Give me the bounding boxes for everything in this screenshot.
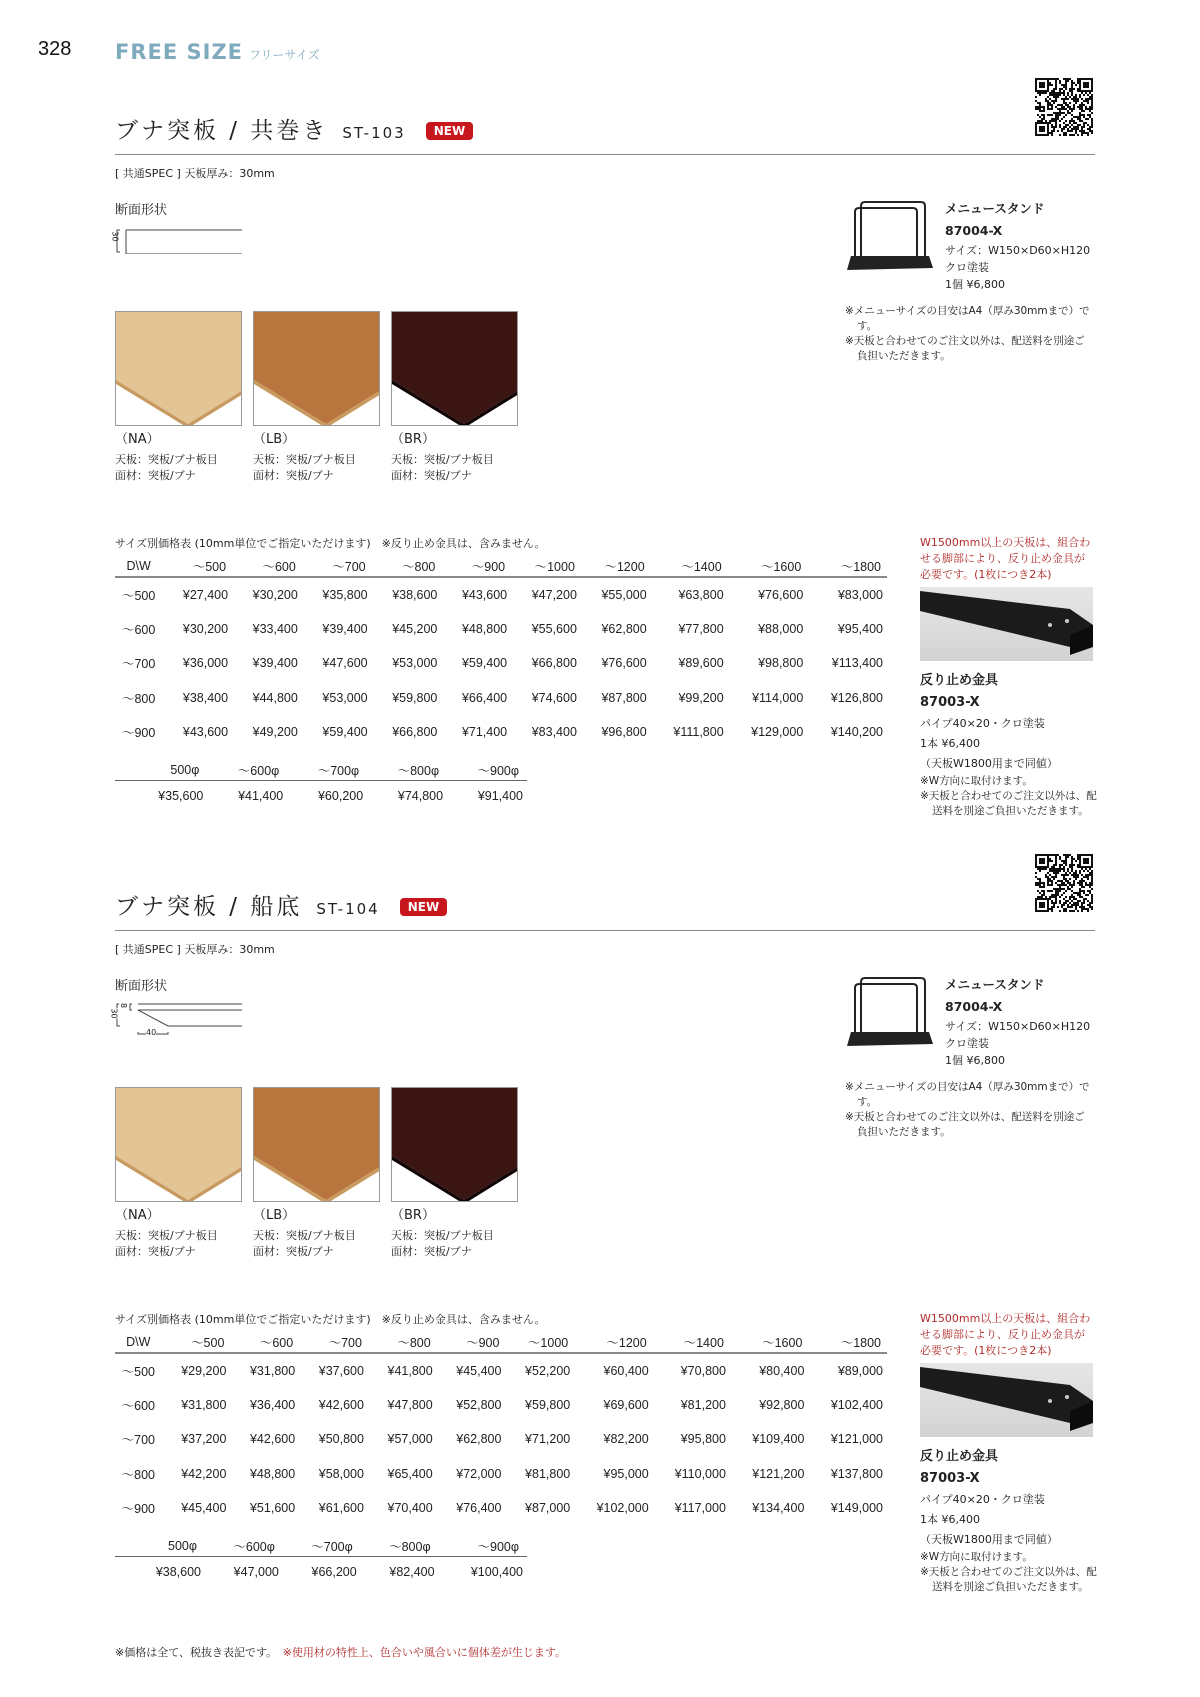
row-header: ～600 bbox=[121, 622, 156, 637]
new-badge: NEW bbox=[400, 898, 447, 916]
price-cell: ¥110,000 bbox=[674, 1466, 726, 1481]
tax-note: ※価格は全て、税抜き表記です。 bbox=[115, 1646, 272, 1659]
note: ※メニューサイズの目安はA4（厚み30mmまで）です。 bbox=[845, 1081, 1090, 1108]
column-header: ～1200 bbox=[574, 1331, 652, 1353]
price-cell: ¥111,800 bbox=[673, 725, 724, 740]
price-cell: ¥36,000 bbox=[182, 656, 229, 671]
table-row bbox=[115, 1491, 887, 1526]
dim-label: 30 bbox=[109, 1008, 119, 1019]
round-size-header: ～900φ bbox=[439, 1536, 527, 1556]
price-cell: ¥88,000 bbox=[758, 621, 804, 636]
price-cell: ¥43,600 bbox=[461, 587, 508, 602]
table-header-row bbox=[115, 555, 887, 577]
edge-material: 面材：突板/ブナ bbox=[253, 469, 334, 482]
bracket-image bbox=[920, 587, 1093, 661]
bracket-price: 1本 ¥6,400 bbox=[920, 737, 980, 750]
price-cell: ¥80,400 bbox=[759, 1363, 805, 1378]
price-cell: ¥102,400 bbox=[830, 1397, 883, 1412]
price-cell: ¥50,800 bbox=[318, 1432, 364, 1447]
row-header: ～800 bbox=[121, 1467, 155, 1482]
swatch-1[interactable] bbox=[253, 311, 380, 426]
column-header: ～900 bbox=[437, 1331, 506, 1353]
price-cell: ¥129,000 bbox=[751, 725, 804, 740]
table-row bbox=[115, 1388, 887, 1423]
bracket-spec: パイプ40×20・クロ塗装 bbox=[920, 717, 1045, 730]
price-cell: ¥140,200 bbox=[830, 725, 883, 740]
swatch-caption bbox=[115, 432, 218, 484]
price-cell: ¥57,000 bbox=[387, 1432, 433, 1447]
round-size-header: ～600φ bbox=[207, 760, 287, 780]
price-cell: ¥59,800 bbox=[525, 1397, 571, 1412]
cross-section-diagram bbox=[112, 218, 252, 258]
price-cell: ¥38,600 bbox=[392, 587, 438, 602]
color-code: （BR） bbox=[391, 1208, 435, 1223]
price-cell: ¥55,600 bbox=[531, 621, 577, 636]
price-cell: ¥59,400 bbox=[322, 725, 368, 740]
price-cell: ¥95,800 bbox=[680, 1432, 726, 1447]
table-row bbox=[115, 715, 887, 750]
table-row bbox=[115, 681, 887, 716]
price-cell: ¥52,200 bbox=[525, 1363, 571, 1378]
price-cell: ¥77,800 bbox=[678, 621, 724, 636]
top-material: 天板：突板/ブナ板目 bbox=[391, 1229, 494, 1242]
price-cell: ¥66,800 bbox=[392, 725, 438, 740]
row-header: ～600 bbox=[121, 1398, 155, 1413]
price-table bbox=[115, 1331, 887, 1526]
price-table bbox=[115, 555, 887, 750]
price-cell: ¥81,200 bbox=[680, 1397, 726, 1412]
menu-stand-code: 87004-X bbox=[945, 999, 1003, 1014]
price-cell: ¥31,800 bbox=[181, 1397, 227, 1412]
menu-stand-code: 87004-X bbox=[945, 223, 1003, 238]
color-code: （BR） bbox=[391, 432, 435, 447]
price-cell: ¥137,800 bbox=[830, 1466, 883, 1481]
color-code: （LB） bbox=[253, 1208, 296, 1223]
bracket-code: 87003-X bbox=[920, 695, 980, 710]
swatch-caption bbox=[115, 1208, 218, 1260]
price-cell: ¥98,800 bbox=[758, 656, 804, 671]
swatch-2[interactable] bbox=[391, 311, 518, 426]
bracket-note: ※天板と合わせてのご注文以外は、配送料を別途ご負担いただきます。 bbox=[920, 790, 1097, 817]
column-header: ～1000 bbox=[511, 555, 581, 577]
price-cell: ¥33,400 bbox=[252, 621, 298, 636]
round-price-cell: ¥60,200 bbox=[317, 789, 364, 804]
price-cell: ¥53,000 bbox=[322, 690, 368, 705]
top-material: 天板：突板/ブナ板目 bbox=[253, 1229, 356, 1242]
price-cell: ¥35,800 bbox=[322, 587, 368, 602]
price-cell: ¥89,000 bbox=[837, 1363, 883, 1378]
empty-header bbox=[115, 1536, 128, 1556]
price-cell: ¥30,200 bbox=[182, 621, 229, 636]
price-cell: ¥39,400 bbox=[252, 656, 298, 671]
product-name: ブナ突板 / 船底 bbox=[115, 894, 303, 920]
swatch-2[interactable] bbox=[391, 1087, 518, 1202]
column-header: ～1000 bbox=[505, 1331, 574, 1353]
round-header-row bbox=[115, 760, 527, 780]
price-cell: ¥47,600 bbox=[322, 656, 368, 671]
bracket-info bbox=[920, 670, 1100, 819]
dim-label: 40 bbox=[146, 1028, 157, 1037]
swatch-caption bbox=[253, 1208, 356, 1260]
round-price-cell: ¥35,600 bbox=[158, 789, 204, 804]
bracket-warning: W1500mm以上の天板は、組合わせる脚部により、反り止め金具が必要です。(1枚につき2本) bbox=[920, 1312, 1091, 1357]
round-size-header: ～800φ bbox=[367, 760, 447, 780]
price-cell: ¥87,800 bbox=[601, 690, 647, 705]
price-cell: ¥66,800 bbox=[531, 656, 577, 671]
bracket-code: 87003-X bbox=[920, 1471, 980, 1486]
color-code: （NA） bbox=[115, 1208, 160, 1223]
empty-cell bbox=[115, 780, 128, 812]
row-header: ～900 bbox=[121, 726, 156, 741]
price-cell: ¥52,800 bbox=[456, 1397, 502, 1412]
column-header: ～1600 bbox=[730, 1331, 808, 1353]
price-cell: ¥70,800 bbox=[680, 1363, 726, 1378]
round-header-row bbox=[115, 1536, 527, 1556]
column-header: ～1200 bbox=[581, 555, 651, 577]
menu-stand-name: メニュースタンド bbox=[945, 201, 1045, 216]
table-row bbox=[115, 612, 887, 647]
bracket-warning: W1500mm以上の天板は、組合わせる脚部により、反り止め金具が必要です。(1枚につき2本) bbox=[920, 536, 1091, 581]
price-cell: ¥30,200 bbox=[252, 587, 298, 602]
price-cell: ¥41,800 bbox=[387, 1363, 433, 1378]
common-spec: [ 共通SPEC ] 天板厚み：30mm bbox=[115, 167, 275, 180]
price-cell: ¥121,200 bbox=[752, 1466, 805, 1481]
price-cell: ¥62,800 bbox=[456, 1432, 502, 1447]
menu-stand-finish: クロ塗装 bbox=[945, 261, 989, 274]
round-price-cell: ¥82,400 bbox=[389, 1565, 435, 1580]
swatch-0[interactable] bbox=[115, 1087, 242, 1202]
price-cell: ¥47,800 bbox=[387, 1397, 433, 1412]
price-cell: ¥109,400 bbox=[752, 1432, 805, 1447]
bracket-spec: パイプ40×20・クロ塗装 bbox=[920, 1493, 1045, 1506]
column-header: ～700 bbox=[299, 1331, 368, 1353]
round-price-row bbox=[115, 780, 527, 812]
menu-stand-notes bbox=[845, 1080, 1095, 1140]
table-row bbox=[115, 577, 887, 612]
price-cell: ¥44,800 bbox=[252, 690, 298, 705]
section-shape-label: 断面形状 bbox=[115, 203, 168, 218]
price-cell: ¥43,600 bbox=[182, 725, 229, 740]
category-title-ja: フリーサイズ bbox=[249, 48, 320, 62]
row-header: ～900 bbox=[121, 1502, 155, 1517]
swatch-1[interactable] bbox=[253, 1087, 380, 1202]
price-cell: ¥96,800 bbox=[601, 725, 647, 740]
price-cell: ¥71,400 bbox=[461, 725, 508, 740]
price-cell: ¥36,400 bbox=[249, 1397, 296, 1412]
swatch-caption bbox=[391, 1208, 494, 1260]
product-title bbox=[115, 112, 473, 145]
price-cell: ¥126,800 bbox=[830, 690, 883, 705]
common-spec: [ 共通SPEC ] 天板厚み：30mm bbox=[115, 943, 275, 956]
price-cell: ¥72,000 bbox=[456, 1466, 502, 1481]
top-material: 天板：突板/ブナ板目 bbox=[391, 453, 494, 466]
price-table-caption: サイズ別価格表 (10mm単位でご指定いただけます) ※反り止め金具は、含みません。 bbox=[115, 537, 546, 550]
bracket-price_note: （天板W1800用まで同値） bbox=[920, 757, 1058, 770]
column-header: ～600 bbox=[230, 1331, 299, 1353]
menu-stand-size: サイズ：W150×D60×H120 bbox=[945, 244, 1091, 257]
price-cell: ¥113,400 bbox=[831, 656, 883, 671]
table-row bbox=[115, 1422, 887, 1457]
round-size-header: ～800φ bbox=[361, 1536, 439, 1556]
row-header: ～700 bbox=[121, 657, 156, 672]
price-cell: ¥45,400 bbox=[181, 1501, 227, 1516]
menu-stand-price: 1個 ¥6,800 bbox=[945, 278, 1005, 291]
price-cell: ¥83,000 bbox=[837, 587, 883, 602]
table-row bbox=[115, 1353, 887, 1388]
divider bbox=[115, 930, 1095, 931]
bracket-info bbox=[920, 1446, 1100, 1595]
price-cell: ¥82,200 bbox=[603, 1432, 649, 1447]
round-price-table bbox=[115, 1536, 527, 1588]
column-header: ～700 bbox=[302, 555, 372, 577]
column-header: ～1800 bbox=[807, 555, 887, 577]
section-shape-label: 断面形状 bbox=[115, 979, 168, 994]
round-size-header: ～700φ bbox=[287, 760, 367, 780]
price-cell: ¥69,600 bbox=[603, 1397, 649, 1412]
round-price-cell: ¥41,400 bbox=[238, 789, 284, 804]
price-cell: ¥102,000 bbox=[596, 1501, 649, 1516]
cross-section-diagram bbox=[109, 994, 252, 1044]
top-material: 天板：突板/ブナ板目 bbox=[115, 453, 218, 466]
price-cell: ¥117,000 bbox=[674, 1501, 726, 1516]
qr-code[interactable] bbox=[1035, 78, 1093, 136]
empty-header bbox=[115, 760, 128, 780]
price-cell: ¥83,400 bbox=[531, 725, 577, 740]
price-cell: ¥61,600 bbox=[318, 1501, 364, 1516]
color-code: （NA） bbox=[115, 432, 160, 447]
bracket-name: 反り止め金具 bbox=[920, 673, 999, 688]
row-header: ～700 bbox=[121, 1433, 155, 1448]
swatch-0[interactable] bbox=[115, 311, 242, 426]
bracket-price_note: （天板W1800用まで同値） bbox=[920, 1533, 1058, 1546]
note: ※天板と合わせてのご注文以外は、配送料を別途ご負担いただきます。 bbox=[845, 1111, 1085, 1138]
price-cell: ¥59,400 bbox=[461, 656, 508, 671]
round-price-table bbox=[115, 760, 527, 812]
price-cell: ¥134,400 bbox=[752, 1501, 805, 1516]
round-size-header: ～700φ bbox=[283, 1536, 361, 1556]
column-header: ～1400 bbox=[651, 555, 728, 577]
price-cell: ¥42,600 bbox=[249, 1432, 296, 1447]
price-cell: ¥55,000 bbox=[601, 587, 647, 602]
qr-code[interactable] bbox=[1035, 854, 1093, 912]
table-row bbox=[115, 1457, 887, 1492]
price-cell: ¥74,600 bbox=[531, 690, 577, 705]
round-price-cell: ¥66,200 bbox=[311, 1565, 357, 1580]
price-table-caption: サイズ別価格表 (10mm単位でご指定いただけます) ※反り止め金具は、含みません。 bbox=[115, 1313, 546, 1326]
price-cell: ¥53,000 bbox=[392, 656, 438, 671]
price-cell: ¥62,800 bbox=[601, 621, 647, 636]
column-header: D\W bbox=[115, 1331, 162, 1353]
price-cell: ¥95,400 bbox=[837, 621, 883, 636]
price-cell: ¥58,000 bbox=[318, 1466, 364, 1481]
price-cell: ¥39,400 bbox=[322, 621, 368, 636]
price-cell: ¥149,000 bbox=[830, 1501, 883, 1516]
row-header: ～500 bbox=[121, 588, 156, 603]
table-header-row bbox=[115, 1331, 887, 1353]
empty-cell bbox=[115, 1556, 128, 1588]
color-code: （LB） bbox=[253, 432, 296, 447]
menu-stand-name: メニュースタンド bbox=[945, 977, 1045, 992]
product-section bbox=[0, 856, 1200, 1616]
column-header: ～600 bbox=[232, 555, 302, 577]
bracket-note: ※天板と合わせてのご注文以外は、配送料を別途ご負担いただきます。 bbox=[920, 1566, 1097, 1593]
top-material: 天板：突板/ブナ板目 bbox=[253, 453, 356, 466]
material-warning: ※使用材の特性上、色合いや風合いに個体差が生じます。 bbox=[282, 1646, 566, 1659]
round-price-cell: ¥47,000 bbox=[233, 1565, 279, 1580]
category-title-en: FREE SIZE bbox=[115, 40, 244, 64]
price-cell: ¥87,000 bbox=[525, 1501, 571, 1516]
round-price-cell: ¥74,800 bbox=[397, 789, 444, 804]
edge-material: 面材：突板/ブナ bbox=[391, 1245, 472, 1258]
bracket-note: ※W方向に取付けます。 bbox=[920, 775, 1033, 787]
price-cell: ¥114,000 bbox=[752, 690, 804, 705]
price-cell: ¥29,200 bbox=[181, 1363, 227, 1378]
menu-stand-image bbox=[843, 974, 933, 1058]
column-header: ～1400 bbox=[653, 1331, 730, 1353]
price-cell: ¥37,200 bbox=[181, 1432, 227, 1447]
price-cell: ¥48,800 bbox=[249, 1466, 296, 1481]
bracket-note: ※W方向に取付けます。 bbox=[920, 1551, 1033, 1563]
edge-material: 面材：突板/ブナ bbox=[115, 1245, 196, 1258]
price-cell: ¥76,400 bbox=[456, 1501, 502, 1516]
round-price-cell: ¥38,600 bbox=[155, 1565, 201, 1580]
round-size-header: ～600φ bbox=[205, 1536, 283, 1556]
price-cell: ¥59,800 bbox=[392, 690, 438, 705]
price-cell: ¥42,200 bbox=[181, 1466, 227, 1481]
menu-stand-info bbox=[945, 974, 1090, 1069]
column-header: ～800 bbox=[368, 1331, 437, 1353]
price-cell: ¥48,800 bbox=[461, 621, 508, 636]
edge-material: 面材：突板/ブナ bbox=[391, 469, 472, 482]
product-title bbox=[115, 888, 447, 921]
new-badge: NEW bbox=[426, 122, 473, 140]
round-price-row bbox=[115, 1556, 527, 1588]
price-cell: ¥92,800 bbox=[759, 1397, 805, 1412]
dim-thickness: 30 bbox=[110, 231, 120, 242]
price-cell: ¥81,800 bbox=[525, 1466, 571, 1481]
column-header: ～500 bbox=[162, 555, 232, 577]
round-size-header: 500φ bbox=[128, 760, 207, 780]
round-price-cell: ¥91,400 bbox=[477, 789, 523, 804]
footer-notes bbox=[115, 1644, 566, 1660]
category-title bbox=[115, 40, 320, 64]
column-header: ～1800 bbox=[808, 1331, 887, 1353]
menu-stand-image bbox=[843, 198, 933, 282]
price-cell: ¥60,400 bbox=[603, 1363, 649, 1378]
bracket-price: 1本 ¥6,400 bbox=[920, 1513, 980, 1526]
price-cell: ¥76,600 bbox=[758, 587, 804, 602]
divider bbox=[115, 154, 1095, 155]
bracket-name: 反り止め金具 bbox=[920, 1449, 999, 1464]
column-header: ～500 bbox=[162, 1331, 231, 1353]
menu-stand-size: サイズ：W150×D60×H120 bbox=[945, 1020, 1091, 1033]
edge-material: 面材：突板/ブナ bbox=[115, 469, 196, 482]
price-cell: ¥51,600 bbox=[249, 1501, 296, 1516]
price-cell: ¥45,400 bbox=[456, 1363, 502, 1378]
round-size-header: 500φ bbox=[128, 1536, 205, 1556]
bracket-image bbox=[920, 1363, 1093, 1437]
product-name: ブナ突板 / 共巻き bbox=[115, 118, 329, 144]
swatch-caption bbox=[391, 432, 494, 484]
menu-stand-info bbox=[945, 198, 1090, 293]
column-header: ～800 bbox=[372, 555, 442, 577]
top-material: 天板：突板/ブナ板目 bbox=[115, 1229, 218, 1242]
page-number: 328 bbox=[38, 38, 72, 60]
price-cell: ¥42,600 bbox=[318, 1397, 364, 1412]
round-size-header: ～900φ bbox=[447, 760, 527, 780]
price-cell: ¥70,400 bbox=[387, 1501, 433, 1516]
product-code: ST-103 bbox=[342, 124, 406, 142]
price-cell: ¥63,800 bbox=[678, 587, 724, 602]
price-cell: ¥99,200 bbox=[678, 690, 724, 705]
price-cell: ¥47,200 bbox=[531, 587, 577, 602]
dim-label: 8 bbox=[119, 1002, 129, 1009]
row-header: ～500 bbox=[121, 1364, 155, 1379]
column-header: D\W bbox=[115, 555, 162, 577]
note: ※メニューサイズの目安はA4（厚み30mmまで）です。 bbox=[845, 305, 1090, 332]
price-cell: ¥71,200 bbox=[525, 1432, 571, 1447]
swatch-caption bbox=[253, 432, 356, 484]
column-header: ～1600 bbox=[728, 555, 808, 577]
column-header: ～900 bbox=[441, 555, 511, 577]
table-row bbox=[115, 646, 887, 681]
price-cell: ¥76,600 bbox=[601, 656, 647, 671]
menu-stand-price: 1個 ¥6,800 bbox=[945, 1054, 1005, 1067]
price-cell: ¥31,800 bbox=[249, 1363, 296, 1378]
product-section bbox=[0, 80, 1200, 840]
round-price-cell: ¥100,400 bbox=[470, 1565, 523, 1580]
price-cell: ¥121,000 bbox=[830, 1432, 883, 1447]
price-cell: ¥49,200 bbox=[252, 725, 298, 740]
price-cell: ¥45,200 bbox=[392, 621, 438, 636]
menu-stand-notes bbox=[845, 304, 1095, 364]
price-cell: ¥27,400 bbox=[182, 587, 229, 602]
menu-stand-finish: クロ塗装 bbox=[945, 1037, 989, 1050]
price-cell: ¥95,000 bbox=[603, 1466, 649, 1481]
row-header: ～800 bbox=[121, 691, 156, 706]
price-cell: ¥38,400 bbox=[182, 690, 229, 705]
price-cell: ¥65,400 bbox=[387, 1466, 433, 1481]
price-cell: ¥37,600 bbox=[318, 1363, 364, 1378]
edge-material: 面材：突板/ブナ bbox=[253, 1245, 334, 1258]
price-cell: ¥66,400 bbox=[461, 690, 508, 705]
price-cell: ¥89,600 bbox=[678, 656, 724, 671]
product-code: ST-104 bbox=[316, 900, 380, 918]
note: ※天板と合わせてのご注文以外は、配送料を別途ご負担いただきます。 bbox=[845, 335, 1085, 362]
